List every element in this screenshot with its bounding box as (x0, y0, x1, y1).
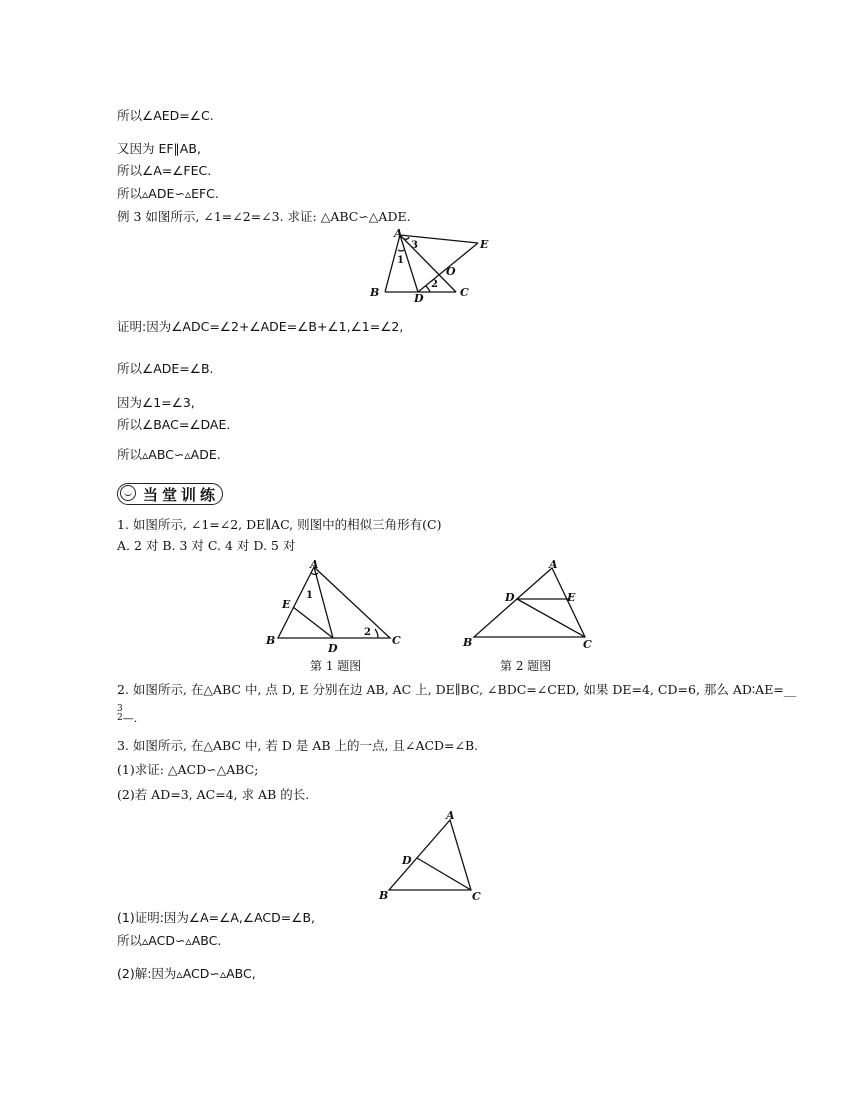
text-line: 证明:因为∠ADC=∠2+∠ADE=∠B+∠1,∠1=∠2, (117, 319, 404, 334)
figure-caption-1: 第 1 题图 (310, 659, 362, 673)
text-line: 所以∠ADE=∠B. (117, 361, 214, 376)
figure-caption-2: 第 2 题图 (500, 659, 552, 673)
point-label-a: A (394, 227, 403, 240)
point-label-e: E (567, 591, 576, 604)
practice-badge-icon (120, 485, 136, 501)
section-banner (117, 483, 225, 505)
angle-label-1: 1 (397, 255, 404, 266)
figure-question-3 (374, 806, 490, 902)
point-label-d: D (328, 642, 338, 655)
point-label-c: C (460, 286, 469, 299)
question-1: 1. 如图所示, ∠1=∠2, DE∥AC, 则图中的相似三角形有(C) (117, 517, 442, 532)
angle-label-3: 3 (411, 240, 418, 251)
point-label-b: B (370, 286, 380, 299)
text-line: 所以▵ADE∽▵EFC. (117, 186, 219, 201)
text-line: 因为∠1=∠3, (117, 395, 195, 410)
point-label-a: A (549, 558, 558, 571)
banner-title: 当堂训练 (143, 486, 220, 504)
point-label-c: C (583, 638, 592, 651)
solution-line: (1)证明:因为∠A=∠A,∠ACD=∠B, (117, 910, 315, 925)
figure-question-2 (463, 558, 599, 652)
point-label-a: A (446, 809, 455, 822)
angle-label-1: 1 (306, 590, 313, 601)
answer-2-denominator: 2 (117, 713, 123, 723)
point-label-d: D (402, 854, 412, 867)
point-label-b: B (266, 634, 276, 647)
text-line: 所以▵ABC∽▵ADE. (117, 447, 221, 462)
point-label-d: D (505, 591, 515, 604)
question-1-options: A. 2 对 B. 3 对 C. 4 对 D. 5 对 (117, 538, 296, 553)
angle-label-2: 2 (364, 627, 371, 638)
text-line: 所以∠A=∠FEC. (117, 163, 212, 178)
text-line: 所以∠AED=∠C. (117, 108, 214, 123)
solution-line: 所以▵ACD∽▵ABC. (117, 933, 222, 948)
question-3-part-1: (1)求证: △ACD∽△ABC; (117, 762, 259, 777)
point-label-c: C (392, 634, 401, 647)
solution-line: (2)解:因为▵ACD∽▵ABC, (117, 966, 256, 981)
angle-label-2: 2 (431, 279, 438, 290)
text-line: 所以∠BAC=∠DAE. (117, 417, 231, 432)
point-label-c: C (472, 890, 481, 903)
answer-2-tail: —. (122, 712, 138, 725)
point-label-b: B (463, 636, 473, 649)
question-3-part-2: (2)若 AD=3, AC=4, 求 AB 的长. (117, 787, 310, 802)
text-line: 又因为 EF∥AB, (117, 141, 201, 156)
point-label-e: E (480, 238, 489, 251)
question-3: 3. 如图所示, 在△ABC 中, 若 D 是 AB 上的一点, 且∠ACD=∠B. (117, 738, 479, 753)
figure-example-3 (368, 226, 498, 305)
question-2: 2. 如图所示, 在△ABC 中, 点 D, E 分别在边 AB, AC 上, DE∥BC, ∠BDC=∠CED, 如果 DE=4, CD=6, 那么 AD∶AE=__ (117, 682, 797, 697)
example-3-heading: 例 3 如图所示, ∠1=∠2=∠3. 求证: △ABC∽△ADE. (117, 209, 411, 224)
answer-2 (117, 705, 137, 723)
point-label-a: A (310, 558, 319, 571)
figure-question-1 (262, 558, 408, 654)
point-label-e: E (282, 598, 291, 611)
point-label-b: B (379, 889, 389, 902)
point-label-o: O (446, 265, 456, 278)
answer-2-numerator: 3 (117, 704, 123, 714)
point-label-d: D (414, 292, 424, 305)
